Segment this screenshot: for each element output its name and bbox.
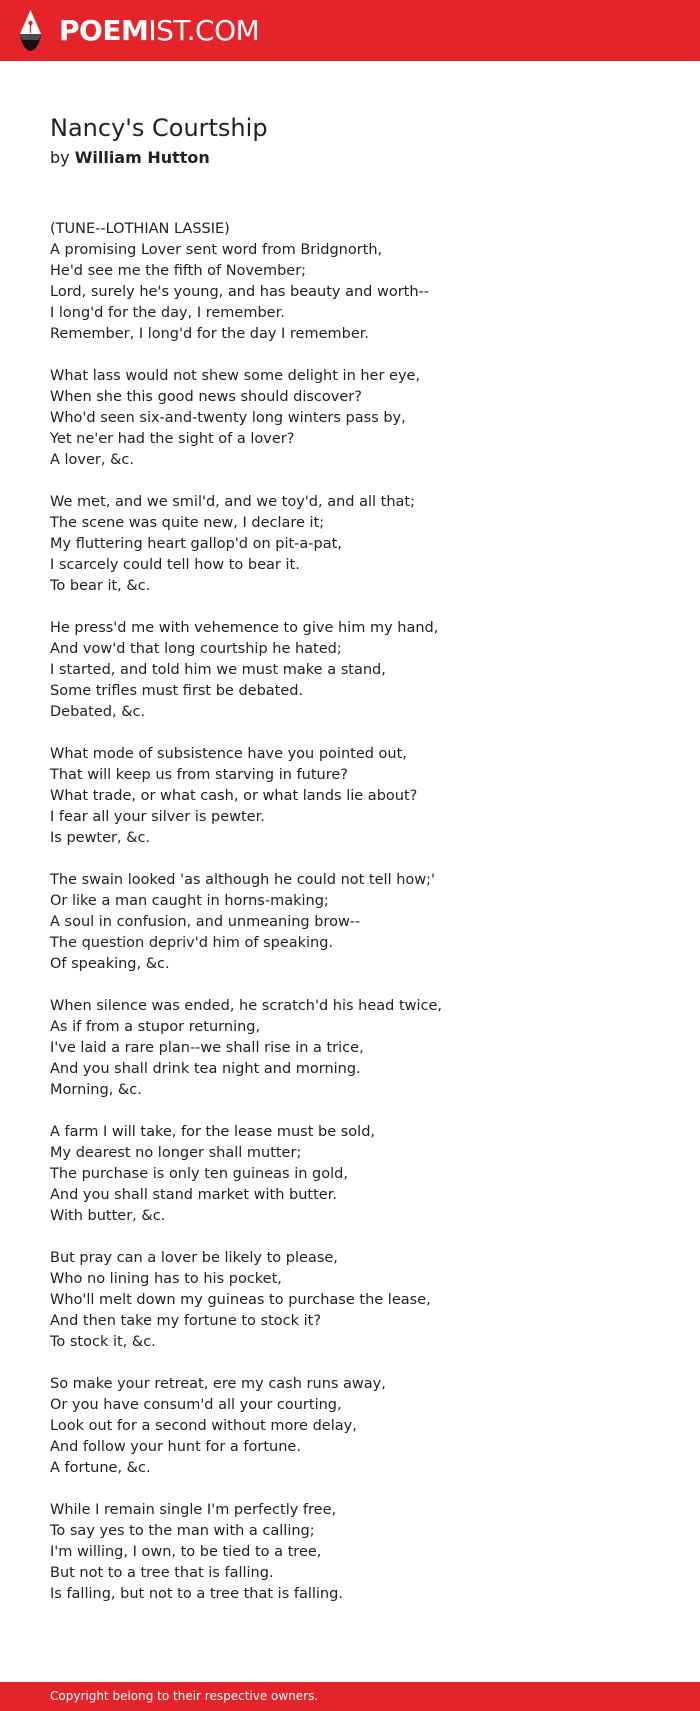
site-footer: [0, 1682, 700, 1711]
author-link[interactable]: William Hutton: [74, 148, 210, 167]
poem-line: Look out for a second without more delay,: [50, 1418, 357, 1434]
poem-line: A fortune, &c.: [50, 1460, 151, 1476]
poem-line: A promising Lover sent word from Bridgnorth,: [50, 242, 383, 258]
poem-stanza: [50, 1122, 670, 1227]
poem-line: And vow'd that long courtship he hated;: [50, 641, 342, 657]
poem-line: Or you have consum'd all your courting,: [50, 1397, 342, 1413]
poem-line: Morning, &c.: [50, 1082, 142, 1098]
poem-stanza: [50, 219, 670, 345]
stanza-gap: [50, 975, 670, 996]
stanza-gap: [50, 1101, 670, 1122]
stanza-gap: [50, 345, 670, 366]
poem-line: I started, and told him we must make a stand,: [50, 662, 386, 678]
poem-line: What trade, or what cash, or what lands lie about?: [50, 788, 418, 804]
poem-line: Is falling, but not to a tree that is falling.: [50, 1586, 343, 1602]
stanza-gap: [50, 723, 670, 744]
stanza-gap: [50, 1479, 670, 1500]
poem-line: I scarcely could tell how to bear it.: [50, 557, 300, 573]
poem-title: Nancy's Courtship: [50, 114, 268, 142]
poem-line: We met, and we smil'd, and we toy'd, and all that;: [50, 494, 415, 510]
poem-line: Or like a man caught in horns-making;: [50, 893, 329, 909]
poem-line: To bear it, &c.: [50, 578, 151, 594]
poem-line: A soul in confusion, and unmeaning brow--: [50, 914, 361, 930]
poem-stanza: [50, 1374, 670, 1479]
poem-line: I fear all your silver is pewter.: [50, 809, 265, 825]
poem-line: And follow your hunt for a fortune.: [50, 1439, 301, 1455]
poem-line: I'm willing, I own, to be tied to a tree,: [50, 1544, 322, 1560]
stanza-gap: [50, 849, 670, 870]
poem-line: But not to a tree that is falling.: [50, 1565, 274, 1581]
poem-line: And you shall drink tea night and morning.: [50, 1061, 361, 1077]
poem-line: Is pewter, &c.: [50, 830, 151, 846]
poem-line: He'd see me the fifth of November;: [50, 263, 307, 279]
brand-name: POEMIST.COM: [59, 13, 260, 47]
poem-line: Yet ne'er had the sight of a lover?: [50, 431, 295, 447]
poem-line: But pray can a lover be likely to please,: [50, 1250, 338, 1266]
stanza-gap: [50, 1353, 670, 1374]
poem-line: Some trifles must first be debated.: [50, 683, 304, 699]
poem-line: And then take my fortune to stock it?: [50, 1313, 322, 1329]
poem-line: Who'd seen six-and-twenty long winters pass by,: [50, 410, 406, 426]
stanza-gap: [50, 471, 670, 492]
poem-line: And you shall stand market with butter.: [50, 1187, 337, 1203]
poem-stanza: [50, 996, 670, 1101]
poem-line: When she this good news should discover?: [50, 389, 362, 405]
poem-line: What lass would not shew some delight in her eye,: [50, 368, 421, 384]
poem-stanza: [50, 618, 670, 723]
poem-line: My dearest no longer shall mutter;: [50, 1145, 302, 1161]
poem-line: As if from a stupor returning,: [50, 1019, 261, 1035]
poem-line: Of speaking, &c.: [50, 956, 170, 972]
poem-line: With butter, &c.: [50, 1208, 166, 1224]
pen-nib-icon: [17, 9, 44, 52]
by-label: by: [50, 148, 70, 167]
poem-line: What mode of subsistence have you pointed out,: [50, 746, 407, 762]
poem-line: So make your retreat, ere my cash runs away,: [50, 1376, 386, 1392]
home-logo-link[interactable]: [17, 9, 259, 52]
poem-stanza: [50, 870, 670, 975]
poem-line: To say yes to the man with a calling;: [50, 1523, 315, 1539]
poem-line: That will keep us from starving in future?: [50, 767, 348, 783]
poem-line: The swain looked 'as although he could not tell how;': [50, 872, 435, 888]
poem-line: The scene was quite new, I declare it;: [50, 515, 325, 531]
poem-line: A lover, &c.: [50, 452, 134, 468]
poem-stanza: [50, 1500, 670, 1605]
stanza-gap: [50, 1227, 670, 1248]
copyright-text: Copyright belong to their respective owners.: [50, 1689, 319, 1703]
poem-stanza: [50, 492, 670, 597]
poem-line: The purchase is only ten guineas in gold,: [50, 1166, 348, 1182]
poem-stanza: [50, 744, 670, 849]
poem-stanza: [50, 1248, 670, 1353]
site-header: [0, 0, 700, 61]
poem-line: To stock it, &c.: [50, 1334, 156, 1350]
poem-line: I long'd for the day, I remember.: [50, 305, 285, 321]
poem-line: Debated, &c.: [50, 704, 146, 720]
poem-line: Who'll melt down my guineas to purchase the lease,: [50, 1292, 431, 1308]
stanza-gap: [50, 597, 670, 618]
poem-line: A farm I will take, for the lease must be sold,: [50, 1124, 376, 1140]
poem-line: The question depriv'd him of speaking.: [50, 935, 334, 951]
poem-line: While I remain single I'm perfectly free,: [50, 1502, 337, 1518]
poem-line: Remember, I long'd for the day I remember.: [50, 326, 370, 342]
poem-body: [50, 219, 670, 1605]
poem-line: My fluttering heart gallop'd on pit-a-pat,: [50, 536, 342, 552]
poem-line: Who no lining has to his pocket,: [50, 1271, 282, 1287]
poem-line: He press'd me with vehemence to give him my hand,: [50, 620, 439, 636]
poem-line: (TUNE--LOTHIAN LASSIE): [50, 221, 230, 237]
poem-stanza: [50, 366, 670, 471]
poem-line: Lord, surely he's young, and has beauty and worth--: [50, 284, 429, 300]
poem-line: When silence was ended, he scratch'd his head twice,: [50, 998, 443, 1014]
poem-line: I've laid a rare plan--we shall rise in a trice,: [50, 1040, 364, 1056]
poem-byline: [50, 148, 210, 167]
